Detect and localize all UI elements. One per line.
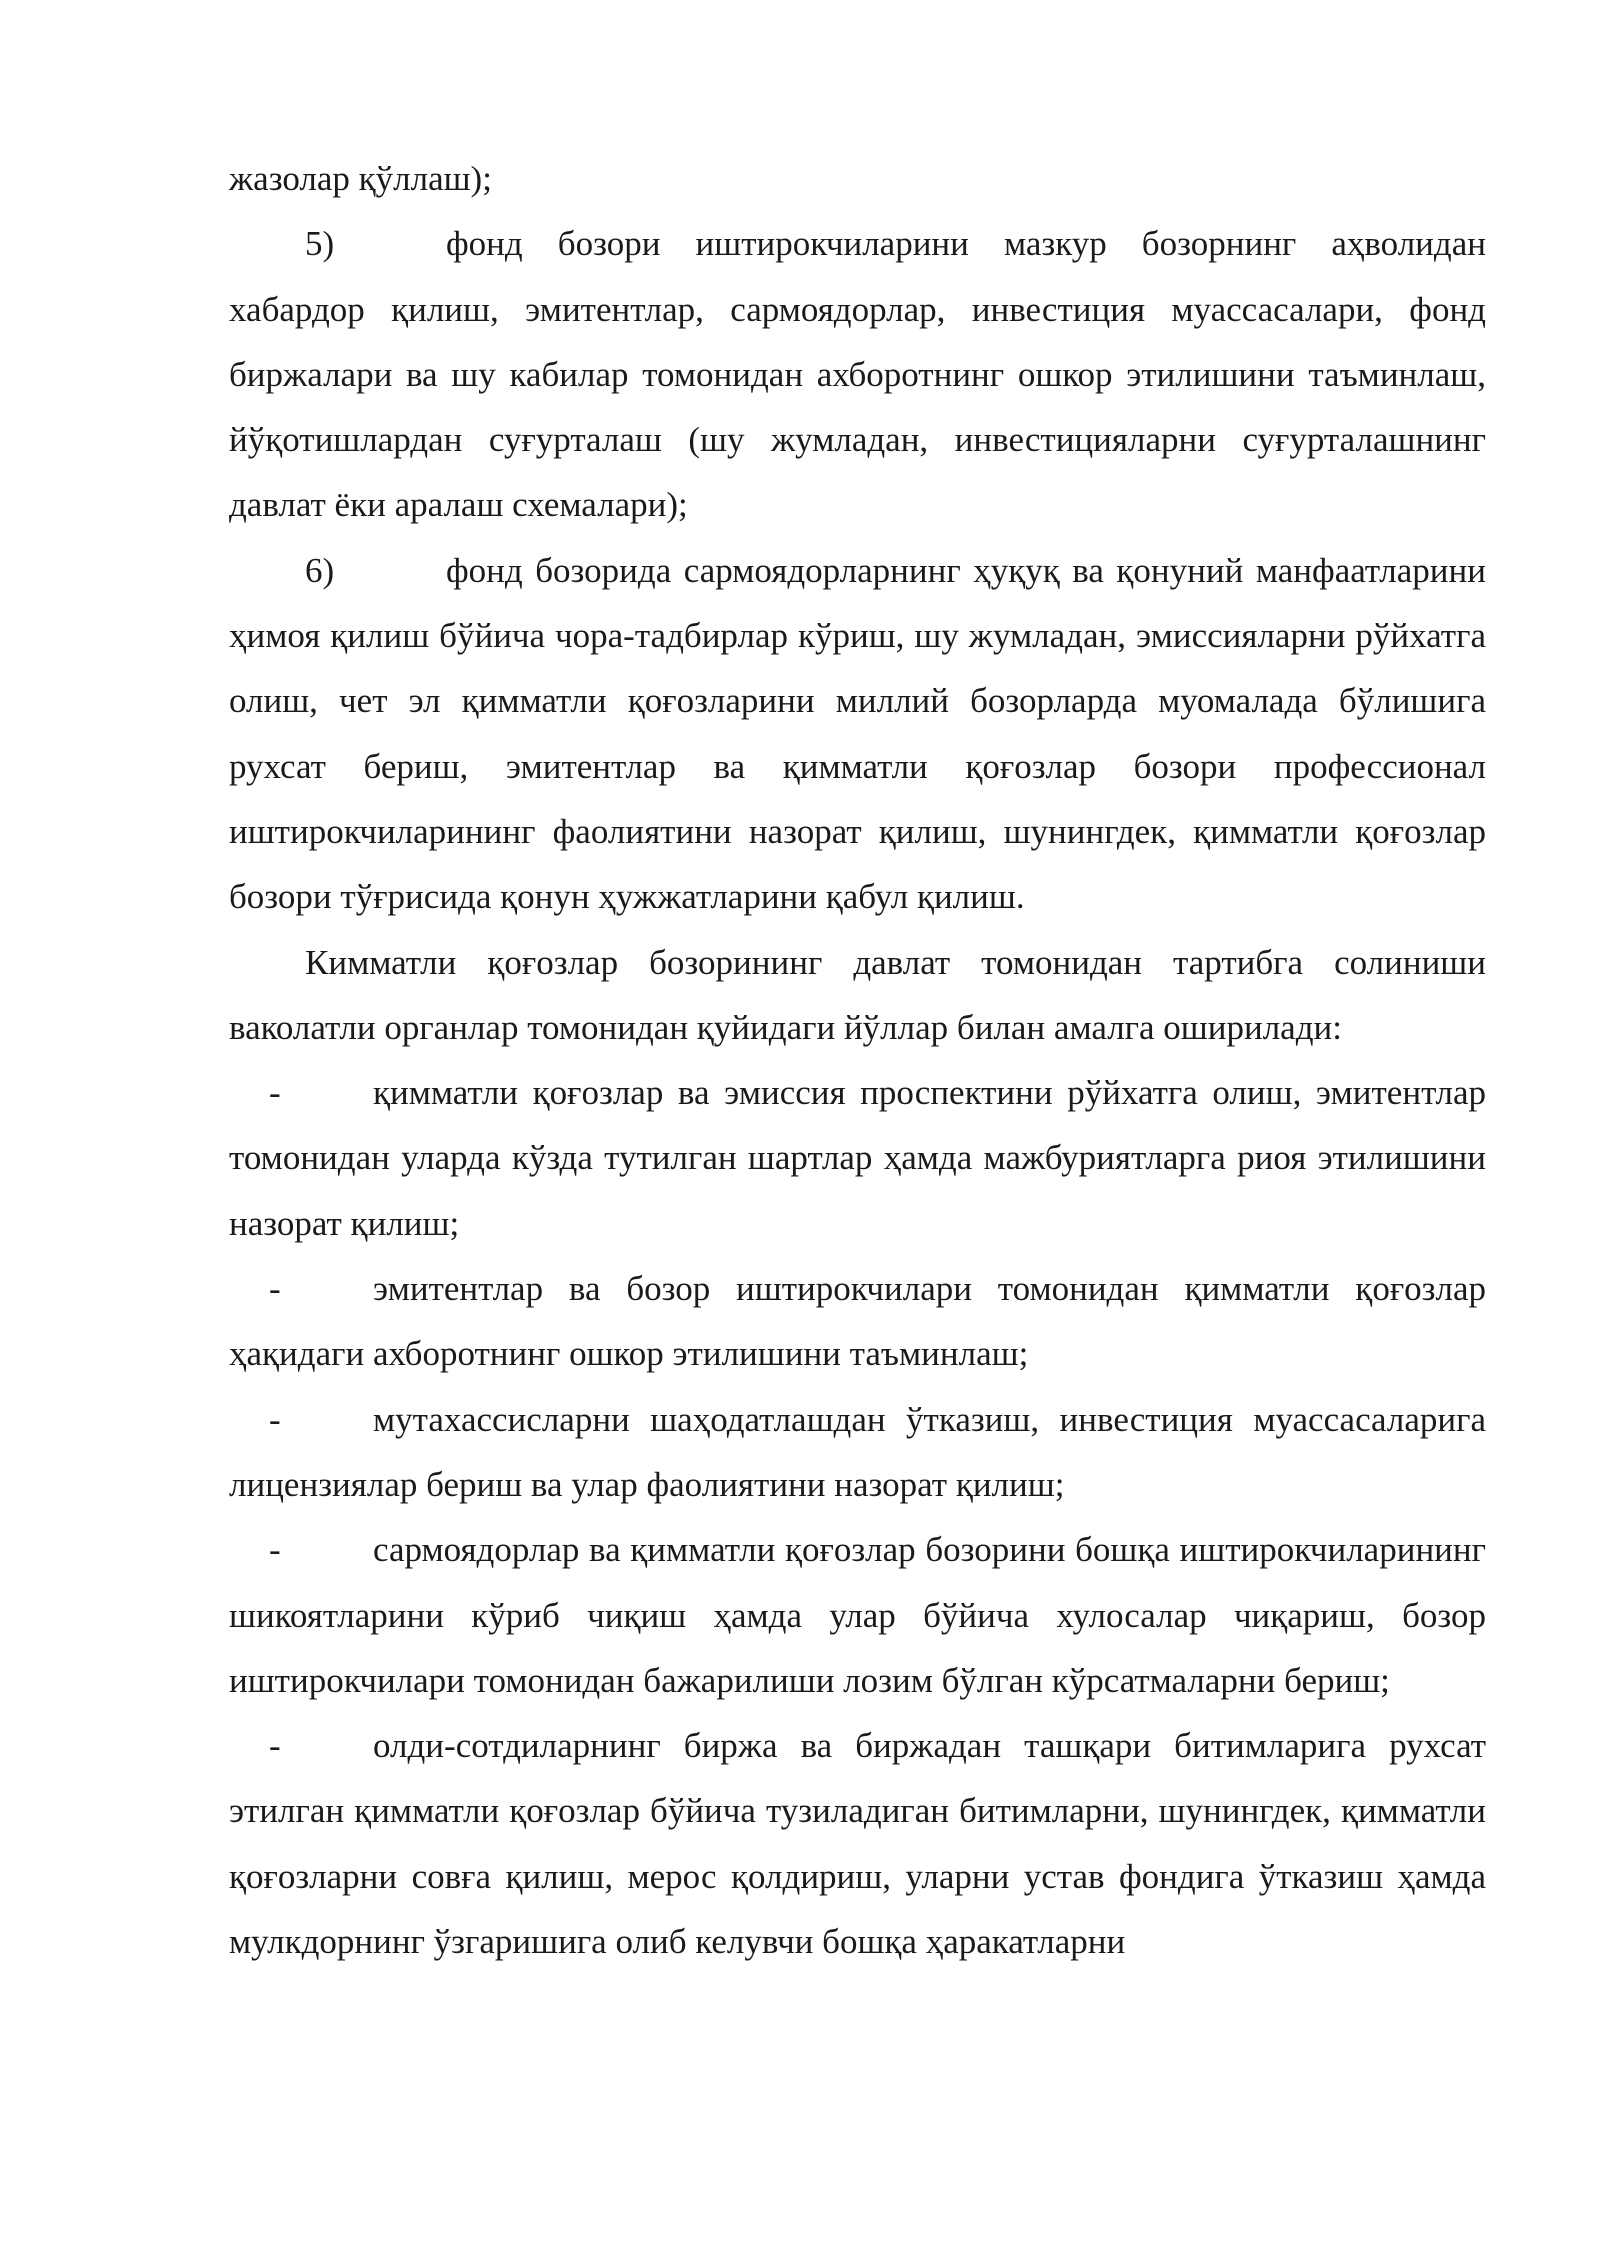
bullet-item [229,1387,1486,1518]
paragraph-text: Кимматли қоғозлар бозорининг давлат томонидан тартибга солиниши ваколатли органлар томонидан қуйидаги йўллар билан амалга оширилади: [229,942,1486,1047]
paragraph-text: мутахассисларни шаҳодатлашдан ўтказиш, инвестиция муассасаларига лицензиялар бериш ва улар фаолиятини назорат қилиш; [229,1399,1486,1504]
bullet-dash: - [269,1530,281,1570]
bullet-dash: - [269,1073,281,1113]
bullet-dash: - [269,1726,281,1766]
bullet-item [229,1060,1486,1256]
bullet-dash: - [269,1399,281,1439]
numbered-item-6 [229,538,1486,930]
paragraph-continuation [229,146,1486,211]
bullet-item [229,1256,1486,1387]
item-number: 6) [305,550,335,590]
paragraph-text: жазолар қўллаш); [229,159,492,198]
paragraph-text: қимматли қоғозлар ва эмиссия проспектини рўйхатга олиш, эмитентлар томонидан уларда кўзда тутилган шартлар ҳамда мажбуриятларга риоя этилишини назорат қилиш; [229,1073,1486,1243]
item-number: 5) [305,224,335,264]
bullet-dash: - [269,1269,281,1309]
paragraph-text: эмитентлар ва бозор иштирокчилари томонидан қимматли қоғозлар ҳақидаги ахборотнинг ошкор этилишини таъминлаш; [229,1269,1486,1374]
bullet-item [229,1713,1486,1974]
paragraph-text: фонд бозори иштирокчиларини мазкур бозорнинг аҳволидан хабардор қилиш, эмитентлар, сармоядорлар, инвестиция муассасалари, фонд биржалари ва шу кабилар томонидан ахборотнинг ошкор этилишини таъминлаш, йўқотишлардан суғурталаш (шу жумладан, инвестицияларни суғурталашнинг давлат ёки аралаш схемалари); [229,224,1486,525]
document-body [229,146,1486,1974]
paragraph-text: олди-сотдиларнинг биржа ва биржадан ташқари битимларига рухсат этилган қимматли қоғозлар бўйича тузиладиган битимларни, шунингдек, қимматли қоғозларни совға қилиш, мерос қолдириш, уларни устав фондига ўтказиш ҳамда мулкдорнинг ўзгаришига олиб келувчи бошқа ҳаракатларни [229,1726,1486,1962]
numbered-item-5 [229,211,1486,537]
paragraph-intro [229,930,1486,1061]
paragraph-text: фонд бозорида сармоядорларнинг ҳуқуқ ва қонуний манфаатларини ҳимоя қилиш бўйича чора-тадбирлар кўриш, шу жумладан, эмиссияларни рўйхатга олиш, чет эл қимматли қоғозларини миллий бозорларда муомалада бўлишига рухсат бериш, эмитентлар ва қимматли қоғозлар бозори профессионал иштирокчиларининг фаолиятини назорат қилиш, шунингдек, қимматли қоғозлар бозори тўғрисида қонун ҳужжатларини қабул қилиш. [229,550,1486,917]
bullet-item [229,1517,1486,1713]
paragraph-text: сармоядорлар ва қимматли қоғозлар бозорини бошқа иштирокчиларининг шикоятларини кўриб чиқиш ҳамда улар бўйича хулосалар чиқариш, бозор иштирокчилари томонидан бажарилиши лозим бўлган кўрсатмаларни бериш; [229,1530,1486,1700]
